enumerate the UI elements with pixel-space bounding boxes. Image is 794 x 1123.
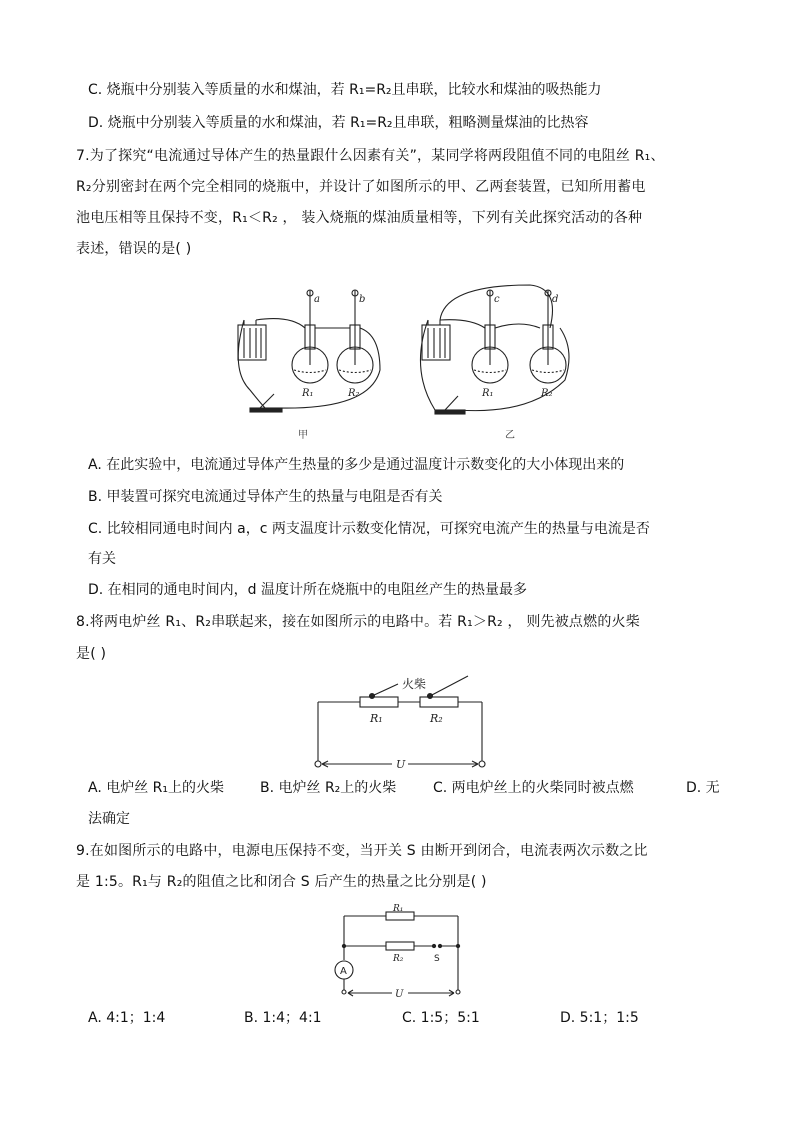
fig8-r1-label: R₁ xyxy=(370,712,383,725)
q8-option-d-cont: 法确定 xyxy=(88,811,130,827)
switch-yi-icon xyxy=(435,410,465,414)
therm-c-label: c xyxy=(494,294,500,305)
q9-option-c: C. 1:5；5:1 xyxy=(402,1010,480,1026)
fig7-caption-yi: 乙 xyxy=(505,430,515,441)
q6-option-d: D. 烧瓶中分别装入等质量的水和煤油，若 R₁=R₂且串联，粗略测量煤油的比热容 xyxy=(88,115,589,131)
q7-option-b: B. 甲装置可探究电流通过导体产生的热量与电阻是否有关 xyxy=(88,489,443,505)
match-label: 火柴 xyxy=(402,677,427,691)
q7-option-a: A. 在此实验中，电流通过导体产生热量的多少是通过温度计示数变化的大小体现出来的 xyxy=(88,457,625,473)
therm-b-label: b xyxy=(359,294,366,305)
r2-resistor-icon xyxy=(420,697,458,707)
fig9-r1-label: R₁ xyxy=(393,904,404,914)
q9-stem-line2: 是 1:5。R₁与 R₂的阻值之比和闭合 S 后产生的热量之比分别是( ) xyxy=(76,874,487,890)
q9-option-a: A. 4:1；1:4 xyxy=(88,1010,166,1026)
q8-stem-line2: 是( ) xyxy=(76,646,107,662)
q6-option-c: C. 烧瓶中分别装入等质量的水和煤油，若 R₁=R₂且串联，比较水和煤油的吸热能力 xyxy=(88,82,602,98)
q7-stem-line4: 表述，错误的是( ) xyxy=(76,241,192,257)
fig8-u-label: U xyxy=(396,758,406,771)
q8-option-a: A. 电炉丝 R₁上的火柴 xyxy=(88,780,225,796)
q9-options-row xyxy=(0,1008,794,1028)
q9-figure xyxy=(330,900,470,1002)
q8-stem-line1: 8.将两电炉丝 R₁、R₂串联起来，接在如图所示的电路中。若 R₁＞R₂ ， 则先被点燃的火柴 xyxy=(76,614,640,630)
q7-stem-line1: 7.为了探究“电流通过导体产生的热量跟什么因素有关”，某同学将两段阻值不同的电阻丝 R₁、 xyxy=(76,148,665,164)
fig9-r2-label: R₂ xyxy=(393,954,404,964)
fig7-r1-jia: R₁ xyxy=(302,388,314,399)
q7-option-c-line1: C. 比较相同通电时间内 a，c 两支温度计示数变化情况，可探究电流产生的热量与电流是否 xyxy=(88,521,650,537)
therm-d-label: d xyxy=(552,294,559,305)
fig9-ammeter-label: A xyxy=(340,966,347,977)
q7-figure xyxy=(230,280,590,445)
fig7-r2-yi: R₂ xyxy=(541,388,553,399)
battery-jia-icon xyxy=(238,325,266,360)
fig9-s-label: S xyxy=(434,954,440,964)
q9-r2-resistor-icon xyxy=(386,942,414,950)
switch-jia-icon xyxy=(250,408,282,412)
q7-option-d: D. 在相同的通电时间内，d 温度计所在烧瓶中的电阻丝产生的热量最多 xyxy=(88,582,528,598)
battery-yi-icon xyxy=(422,325,450,360)
fig7-r2-jia: R₂ xyxy=(348,388,360,399)
q7-stem-line2: R₂分别密封在两个完全相同的烧瓶中，并设计了如图所示的甲、乙两套装置，已知所用蓄电 xyxy=(76,179,646,195)
q7-stem-line3: 池电压相等且保持不变，R₁＜R₂ ， 装入烧瓶的煤油质量相等，下列有关此探究活动的各种 xyxy=(76,210,643,226)
match-r1-icon xyxy=(372,684,398,696)
match-r2-icon xyxy=(430,676,468,696)
q9-option-b: B. 1:4；4:1 xyxy=(244,1010,322,1026)
q9-stem-line1: 9.在如图所示的电路中，电源电压保持不变，当开关 S 由断开到闭合，电流表两次示数之比 xyxy=(76,843,648,859)
fig9-u-label: U xyxy=(395,989,404,1000)
q9-option-d: D. 5:1；1:5 xyxy=(560,1010,639,1026)
q8-option-b: B. 电炉丝 R₂上的火柴 xyxy=(260,780,397,796)
fig8-r2-label: R₂ xyxy=(430,712,443,725)
q7-option-c-line2: 有关 xyxy=(88,551,116,567)
q8-option-c: C. 两电炉丝上的火柴同时被点燃 xyxy=(433,780,634,796)
fig7-r1-yi: R₁ xyxy=(482,388,494,399)
q8-figure xyxy=(310,672,495,772)
q8-option-d: D. 无 xyxy=(686,780,720,796)
r1-resistor-icon xyxy=(360,697,398,707)
therm-a-label: a xyxy=(314,294,320,305)
fig7-caption-jia: 甲 xyxy=(298,430,308,441)
q8-options-row xyxy=(0,778,794,798)
